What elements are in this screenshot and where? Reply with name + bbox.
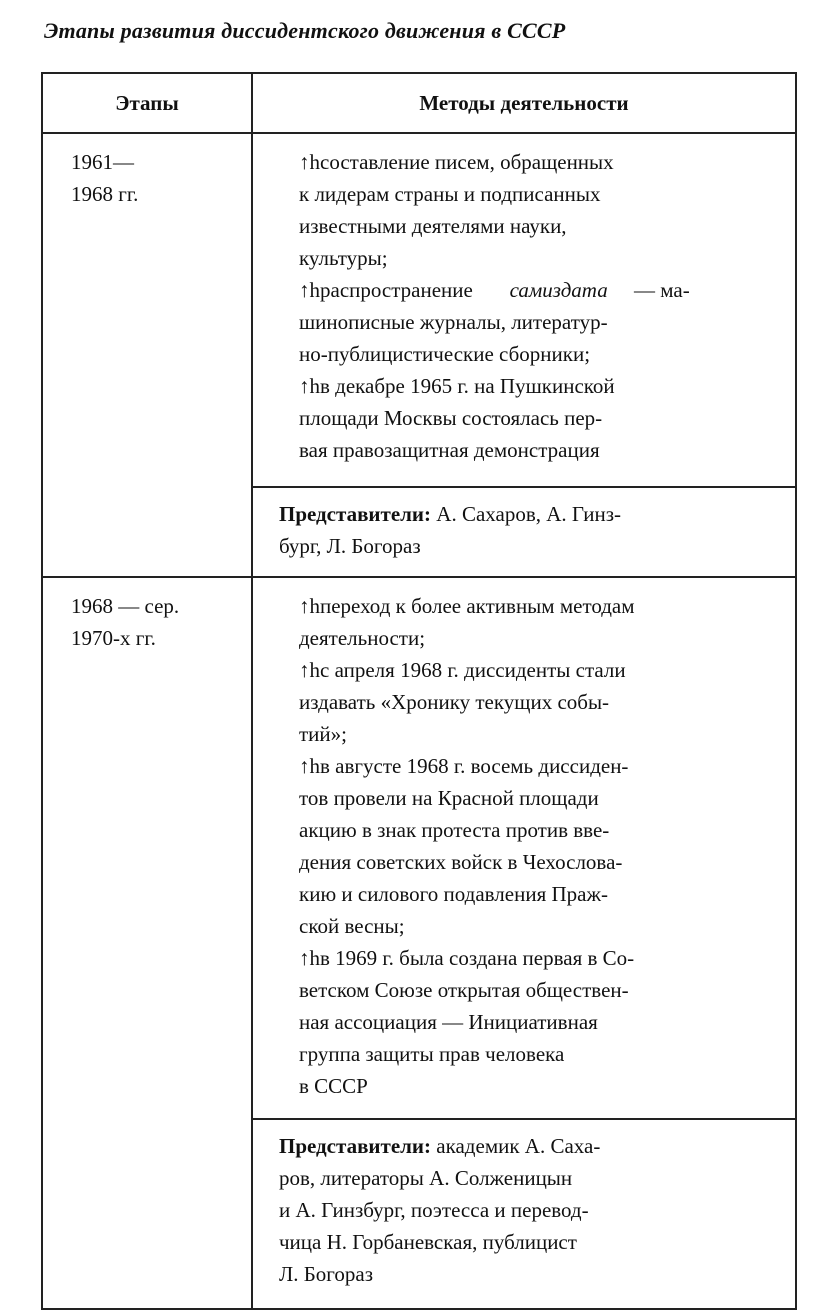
method-item: [281, 750, 777, 942]
method-marker: ↑h: [299, 150, 320, 174]
method-line: культуры;: [299, 246, 388, 270]
method-marker: ↑h: [299, 594, 320, 618]
stage-period-line: 1968 — сер.: [71, 594, 180, 618]
method-line: распространение: [320, 278, 473, 302]
method-item: [281, 590, 777, 654]
method-marker: ↑h: [299, 278, 320, 302]
table-header-row: [42, 73, 796, 133]
representatives-cell-2: [252, 1119, 796, 1309]
method-line: ветском Союзе открытая обществен-: [299, 978, 629, 1002]
methods-cell-2: [252, 577, 796, 1119]
method-line: группа защиты прав человека: [299, 1042, 565, 1066]
method-line: площади Москвы состоялась пер-: [299, 406, 603, 430]
representatives-line: ров, литераторы А. Солженицын: [279, 1166, 573, 1190]
representatives-line: академик А. Саха-: [436, 1134, 601, 1158]
method-line: переход к более активным методам: [320, 594, 635, 618]
representatives-line: бург, Л. Богораз: [279, 534, 421, 558]
method-item: [281, 146, 777, 274]
method-line: составление писем, обращенных: [320, 150, 614, 174]
method-line: деятельности;: [299, 626, 426, 650]
stages-table: [41, 72, 797, 1310]
method-marker: ↑h: [299, 754, 320, 778]
method-line: издавать «Хронику текущих собы-: [299, 690, 610, 714]
method-line: акцию в знак протеста против вве-: [299, 818, 610, 842]
method-text: [299, 942, 777, 1102]
stage-cell-2: [42, 577, 252, 1309]
method-line: с апреля 1968 г. диссиденты стали: [320, 658, 626, 682]
methods-cell-1: [252, 133, 796, 487]
method-line: тий»;: [299, 722, 347, 746]
table-row: [42, 133, 796, 487]
page-title: Этапы развития диссидентского движения в СССР: [44, 18, 566, 43]
method-marker: ↑h: [299, 946, 320, 970]
method-line: тов провели на Красной площади: [299, 786, 599, 810]
method-line: известными деятелями науки,: [299, 214, 567, 238]
representatives-line: чица Н. Горбаневская, публицист: [279, 1230, 577, 1254]
table-row: [42, 577, 796, 1119]
stage-period-line: 1968 гг.: [71, 182, 139, 206]
representatives-label: Представители:: [279, 1134, 432, 1158]
method-line: к лидерам страны и подписанных: [299, 182, 601, 206]
header-methods: Методы деятельности: [252, 73, 796, 133]
stage-cell-1: [42, 133, 252, 577]
stage-period-line: 1961—: [71, 150, 134, 174]
method-text: [299, 146, 777, 274]
representatives-line: Л. Богораз: [279, 1262, 374, 1286]
method-line: ная ассоциация — Инициативная: [299, 1010, 598, 1034]
method-line: ской весны;: [299, 914, 405, 938]
method-line: — ма-: [633, 278, 690, 302]
method-line: в 1969 г. была создана первая в Со-: [320, 946, 635, 970]
method-item: [281, 370, 777, 466]
method-text: [299, 590, 777, 654]
representatives-cell-1: [252, 487, 796, 577]
method-marker: ↑h: [299, 374, 320, 398]
method-text: [299, 750, 777, 942]
samizdat-term: самиздата: [509, 278, 608, 302]
representatives-line: А. Сахаров, А. Гинз-: [436, 502, 622, 526]
method-text: [299, 274, 777, 370]
method-marker: ↑h: [299, 658, 320, 682]
method-text: [299, 654, 777, 750]
stage-period-line: 1970-х гг.: [71, 626, 156, 650]
method-line: в декабре 1965 г. на Пушкинской: [320, 374, 615, 398]
method-line: дения советских войск в Чехослова-: [299, 850, 623, 874]
method-line: но-публицистические сборники;: [299, 342, 591, 366]
method-item: [281, 274, 777, 370]
method-item: [281, 654, 777, 750]
method-line: в августе 1968 г. восемь диссиден-: [320, 754, 629, 778]
representatives-line: и А. Гинзбург, поэтесса и перевод-: [279, 1198, 589, 1222]
method-line: кию и силового подавления Праж-: [299, 882, 608, 906]
method-line: вая правозащитная демонстрация: [299, 438, 600, 462]
representatives-label: Представители:: [279, 502, 432, 526]
method-line: шинописные журналы, литератур-: [299, 310, 608, 334]
method-item: [281, 942, 777, 1102]
header-stages: Этапы: [42, 73, 252, 133]
method-text: [299, 370, 777, 466]
method-line: в СССР: [299, 1074, 368, 1098]
